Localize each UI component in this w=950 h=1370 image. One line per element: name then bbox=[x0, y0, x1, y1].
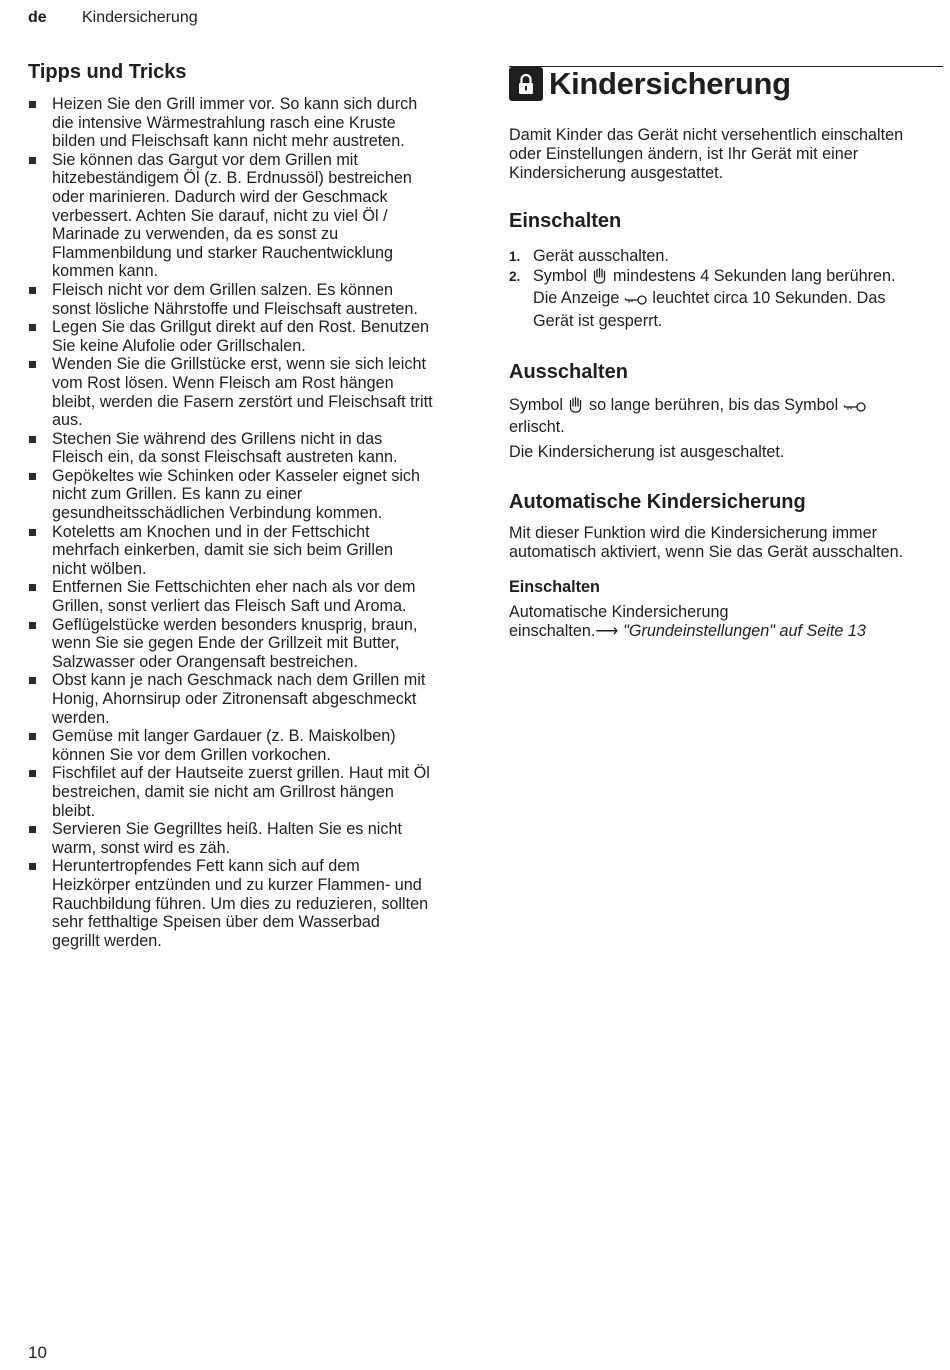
tip-item bbox=[28, 318, 468, 355]
tip-item bbox=[28, 523, 468, 579]
bullet-square-icon bbox=[29, 436, 36, 443]
ausschalten-status: Die Kindersicherung ist ausgeschaltet. bbox=[509, 442, 785, 461]
page-number: 10 bbox=[28, 1343, 47, 1362]
tip-line: Gepökeltes wie Schinken oder Kasseler eignet sich bbox=[52, 466, 421, 485]
lock-icon bbox=[509, 67, 543, 101]
tip-line: bleibt. bbox=[52, 801, 96, 820]
tip-item bbox=[28, 281, 468, 318]
tip-line: Honig, Ahornsirup oder Zitronensaft abgeschmeckt bbox=[52, 690, 417, 708]
header-section-title: Kindersicherung bbox=[82, 9, 198, 26]
tip-line: Gemüse mit langer Gardauer (z. B. Maiskolben) bbox=[52, 727, 396, 746]
tips-list bbox=[28, 95, 468, 950]
tip-line: bilden und Fleischsaft kann nicht mehr austreten. bbox=[52, 132, 405, 151]
bullet-square-icon bbox=[29, 101, 36, 108]
tip-line: vom Rost lösen. Wenn Fleisch am Rost hängen bbox=[52, 373, 394, 392]
key-icon bbox=[843, 399, 867, 418]
tip-line: Marinade zu verwenden, da es sonst zu bbox=[52, 225, 339, 244]
tip-line: Salzwasser oder Orangensaft bestreichen. bbox=[52, 652, 358, 671]
tip-line: nicht wölben. bbox=[52, 559, 147, 578]
bullet-square-icon bbox=[29, 826, 36, 833]
tip-line: bestreichen, damit sie nicht am Grillrost hängen bbox=[52, 782, 394, 801]
tip-item bbox=[28, 820, 468, 857]
einschalten-title: Einschalten bbox=[509, 210, 622, 233]
settings-page-link[interactable]: "Grundeinstellungen" auf Seite 13 bbox=[623, 622, 866, 641]
tip-item bbox=[28, 671, 468, 727]
tip-line: Fleisch ein, da sonst Fleischsaft austreten kann. bbox=[52, 448, 398, 467]
tip-line: Obst kann je nach Geschmack nach dem Grillen mit bbox=[52, 671, 426, 690]
tip-line: Entfernen Sie Fettschichten eher nach als vor dem bbox=[52, 578, 416, 597]
bullet-square-icon bbox=[29, 622, 36, 629]
tip-line: sehr fetthaltige Speisen über dem Wasserbad bbox=[52, 913, 380, 932]
ausschalten-instruction: Symbol so lange berühren, bis das Symbol erlischt. bbox=[509, 396, 943, 437]
tip-line: Grillen, sonst verliert das Fleisch Saft und Aroma. bbox=[52, 597, 407, 616]
hand-touch-icon bbox=[591, 267, 608, 290]
tip-item bbox=[28, 467, 468, 523]
tip-line: Heizkörper entzünden und zu kurzer Flammen- und bbox=[52, 875, 422, 894]
tip-item bbox=[28, 857, 468, 950]
tip-line: werden. bbox=[52, 708, 110, 727]
tip-line: kommen kann. bbox=[52, 262, 159, 281]
arrow-right-icon: ⟶ bbox=[595, 622, 619, 641]
tip-line: Wenden Sie die Grillstücke erst, wenn sie sich leicht bbox=[52, 355, 426, 374]
bullet-square-icon bbox=[29, 473, 36, 480]
tip-line: gegrillt werden. bbox=[52, 931, 162, 950]
tip-line: mehrfach einkerben, damit sie sich beim Grillen bbox=[52, 541, 393, 560]
tip-line: Stechen Sie während des Grillens nicht in das bbox=[52, 429, 383, 448]
tip-line: oder marinieren. Dadurch wird der Geschmack bbox=[52, 187, 388, 206]
tip-line: Sie können das Gargut vor dem Grillen mit bbox=[52, 150, 358, 169]
tip-item bbox=[28, 727, 468, 764]
tip-item bbox=[28, 616, 468, 672]
tips-section bbox=[28, 61, 468, 950]
page-header bbox=[28, 9, 198, 27]
tip-line: gesundheitsschädlichen Verbindung kommen. bbox=[52, 504, 383, 523]
tip-line: Fischfilet auf der Hautseite zuerst grillen. Haut mit Öl bbox=[52, 764, 430, 783]
tip-line: Rauchbildung führen. Um dies zu reduzieren, sollten bbox=[52, 894, 429, 913]
tip-line: verbessert. Achten Sie darauf, nicht zu viel Öl / bbox=[52, 206, 388, 225]
tip-line: können Sie vor dem Grillen vorkochen. bbox=[52, 745, 331, 764]
automatic-lock-text: Mit dieser Funktion wird die Kindersicherung immer automatisch aktiviert, wenn Sie das Gerät ausschalten. bbox=[509, 523, 904, 561]
tip-item bbox=[28, 95, 468, 151]
tip-item bbox=[28, 764, 468, 820]
tip-line: Sie keine Alufolie oder Grillschalen. bbox=[52, 336, 306, 355]
tip-item bbox=[28, 578, 468, 615]
tip-line: die intensive Wärmestrahlung rasch eine Kruste bbox=[52, 113, 396, 132]
bullet-square-icon bbox=[29, 584, 36, 591]
child-lock-heading bbox=[509, 66, 943, 102]
tip-line: nicht zum Grillen. Es kann zu einer bbox=[52, 485, 303, 504]
bullet-square-icon bbox=[29, 863, 36, 870]
tip-line: sonst lösliche Nährstoffe und Fleischsaft austreten. bbox=[52, 299, 418, 318]
bullet-square-icon bbox=[29, 324, 36, 331]
tip-line: Geflügelstücke werden besonders knusprig, braun, bbox=[52, 615, 418, 634]
bullet-square-icon bbox=[29, 157, 36, 164]
child-lock-title: Kindersicherung bbox=[549, 66, 791, 101]
step-2: 2. Symbol mindestens 4 Sekunden lang berühren. Die Anzeige leuchtet circa 10 Sekunden. Das Gerät ist gesperrt. bbox=[509, 266, 896, 330]
tip-line: Legen Sie das Grillgut direkt auf den Rost. Benutzen bbox=[52, 318, 430, 337]
bullet-square-icon bbox=[29, 529, 36, 536]
step-1: 1. Gerät ausschalten. bbox=[509, 247, 669, 266]
child-lock-intro: Damit Kinder das Gerät nicht versehentlich einschalten oder Einstellungen ändern, ist Ihr Gerät mit einer Kindersicherung ausgestattet. bbox=[509, 126, 904, 182]
einschalten-steps bbox=[509, 247, 943, 331]
child-lock-section bbox=[509, 64, 943, 641]
hand-touch-icon bbox=[567, 396, 584, 418]
automatic-einschalten-title: Einschalten bbox=[509, 578, 600, 597]
tip-line: Flammenbildung und starker Rauchentwicklung bbox=[52, 243, 394, 262]
tip-line: Heruntertropfendes Fett kann sich auf dem bbox=[52, 857, 360, 876]
tip-item bbox=[28, 355, 468, 429]
bullet-square-icon bbox=[29, 733, 36, 740]
tip-line: Fleisch nicht vor dem Grillen salzen. Es können bbox=[52, 280, 393, 299]
bullet-square-icon bbox=[29, 770, 36, 777]
bullet-square-icon bbox=[29, 677, 36, 684]
tip-item bbox=[28, 151, 468, 281]
ausschalten-title: Ausschalten bbox=[509, 361, 628, 384]
tips-title: Tipps und Tricks bbox=[28, 61, 187, 83]
tip-line: warm, sonst wird es zäh. bbox=[52, 838, 231, 857]
tip-line: wenn Sie sie gegen Ende der Grillzeit mit Butter, bbox=[52, 634, 400, 653]
tip-line: bleibt, werden die Fasern zerstört und Fleischsaft tritt bbox=[52, 392, 433, 411]
automatic-lock-title: Automatische Kindersicherung bbox=[509, 490, 806, 513]
tip-line: Koteletts am Knochen und in der Fettschicht bbox=[52, 522, 370, 541]
tip-line: hitzebeständigem Öl (z. B. Erdnussöl) bestreichen bbox=[52, 169, 412, 188]
tip-line: Servieren Sie Gegrilltes heiß. Halten Sie es nicht bbox=[52, 820, 402, 839]
language-code: de bbox=[28, 9, 47, 26]
tip-item bbox=[28, 430, 468, 467]
tip-line: aus. bbox=[52, 411, 83, 430]
bullet-square-icon bbox=[29, 361, 36, 368]
automatic-einschalten-text: Automatische Kindersicherung einschalten.⟶ "Grundeinstellungen" auf Seite 13 bbox=[509, 603, 866, 641]
bullet-square-icon bbox=[29, 287, 36, 294]
tip-line: Heizen Sie den Grill immer vor. So kann sich durch bbox=[52, 95, 418, 113]
key-icon bbox=[624, 292, 648, 312]
